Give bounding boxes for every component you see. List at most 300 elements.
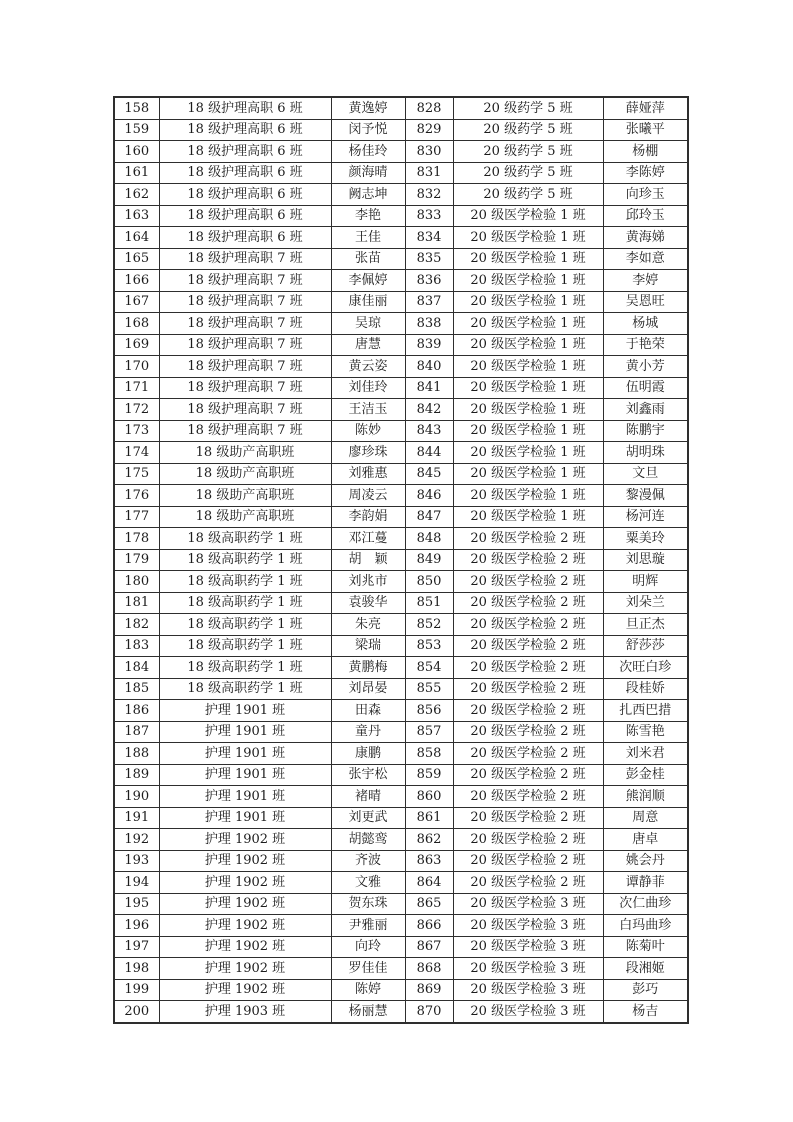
cell-name-left: 黄云姿 — [331, 356, 405, 378]
cell-name-left: 黄鹏梅 — [331, 657, 405, 679]
cell-class-right: 20 级医学检验 1 班 — [453, 463, 603, 485]
cell-name-right: 粟美玲 — [603, 528, 688, 550]
cell-seq-left: 188 — [114, 743, 159, 765]
cell-name-left: 刘佳玲 — [331, 377, 405, 399]
cell-class-left: 18 级护理高职 6 班 — [159, 162, 331, 184]
cell-class-left: 18 级高职药学 1 班 — [159, 592, 331, 614]
cell-name-right: 黎漫佩 — [603, 485, 688, 507]
cell-name-right: 张曦平 — [603, 119, 688, 141]
cell-seq-left: 178 — [114, 528, 159, 550]
cell-class-right: 20 级医学检验 1 班 — [453, 420, 603, 442]
cell-name-left: 尹雅丽 — [331, 915, 405, 937]
cell-name-left: 张宇松 — [331, 764, 405, 786]
cell-name-left: 田森 — [331, 700, 405, 722]
cell-name-left: 袁骏华 — [331, 592, 405, 614]
cell-class-right: 20 级医学检验 2 班 — [453, 764, 603, 786]
cell-name-right: 唐卓 — [603, 829, 688, 851]
table-row — [114, 979, 688, 1001]
cell-seq-right: 828 — [405, 97, 453, 119]
cell-class-left: 18 级护理高职 7 班 — [159, 291, 331, 313]
cell-seq-left: 168 — [114, 313, 159, 335]
cell-name-right: 熊润顺 — [603, 786, 688, 808]
cell-seq-left: 189 — [114, 764, 159, 786]
cell-seq-right: 868 — [405, 958, 453, 980]
cell-seq-right: 864 — [405, 872, 453, 894]
cell-name-right: 向珍玉 — [603, 184, 688, 206]
cell-name-right: 陈鹏宇 — [603, 420, 688, 442]
cell-name-left: 杨丽慧 — [331, 1001, 405, 1023]
cell-seq-right: 869 — [405, 979, 453, 1001]
table-row — [114, 807, 688, 829]
cell-name-left: 刘雅惠 — [331, 463, 405, 485]
table-row — [114, 592, 688, 614]
cell-seq-left: 195 — [114, 893, 159, 915]
cell-class-left: 18 级高职药学 1 班 — [159, 549, 331, 571]
cell-name-left: 刘昂晏 — [331, 678, 405, 700]
cell-name-left: 罗佳佳 — [331, 958, 405, 980]
cell-seq-left: 197 — [114, 936, 159, 958]
cell-seq-left: 183 — [114, 635, 159, 657]
cell-class-right: 20 级医学检验 2 班 — [453, 528, 603, 550]
cell-name-right: 陈雪艳 — [603, 721, 688, 743]
cell-seq-left: 167 — [114, 291, 159, 313]
cell-name-left: 胡 颖 — [331, 549, 405, 571]
cell-name-right: 伍明霞 — [603, 377, 688, 399]
cell-name-right: 段桂娇 — [603, 678, 688, 700]
cell-name-left: 张苗 — [331, 248, 405, 270]
cell-class-left: 18 级助产高职班 — [159, 506, 331, 528]
cell-name-left: 贺东珠 — [331, 893, 405, 915]
cell-class-left: 18 级高职药学 1 班 — [159, 528, 331, 550]
cell-class-right: 20 级医学检验 3 班 — [453, 936, 603, 958]
cell-seq-right: 857 — [405, 721, 453, 743]
table-row — [114, 420, 688, 442]
cell-name-right: 陈菊叶 — [603, 936, 688, 958]
cell-class-left: 18 级护理高职 6 班 — [159, 205, 331, 227]
cell-class-left: 18 级助产高职班 — [159, 485, 331, 507]
cell-class-left: 18 级护理高职 7 班 — [159, 313, 331, 335]
cell-class-right: 20 级医学检验 3 班 — [453, 958, 603, 980]
table-row — [114, 334, 688, 356]
cell-class-right: 20 级医学检验 2 班 — [453, 592, 603, 614]
cell-name-left: 文雅 — [331, 872, 405, 894]
cell-name-left: 吴琼 — [331, 313, 405, 335]
table-row — [114, 721, 688, 743]
cell-class-left: 18 级护理高职 7 班 — [159, 356, 331, 378]
cell-name-right: 黄小芳 — [603, 356, 688, 378]
cell-class-right: 20 级医学检验 1 班 — [453, 442, 603, 464]
cell-class-left: 18 级护理高职 7 班 — [159, 270, 331, 292]
cell-seq-left: 186 — [114, 700, 159, 722]
cell-name-left: 刘更武 — [331, 807, 405, 829]
cell-name-left: 胡懿鸾 — [331, 829, 405, 851]
cell-seq-left: 184 — [114, 657, 159, 679]
cell-class-left: 护理 1902 班 — [159, 872, 331, 894]
cell-seq-left: 173 — [114, 420, 159, 442]
cell-class-left: 18 级助产高职班 — [159, 442, 331, 464]
cell-class-right: 20 级医学检验 1 班 — [453, 313, 603, 335]
cell-name-right: 旦正杰 — [603, 614, 688, 636]
cell-class-right: 20 级医学检验 2 班 — [453, 872, 603, 894]
cell-seq-right: 863 — [405, 850, 453, 872]
table-row — [114, 893, 688, 915]
cell-seq-left: 190 — [114, 786, 159, 808]
cell-class-left: 护理 1901 班 — [159, 721, 331, 743]
cell-seq-right: 841 — [405, 377, 453, 399]
cell-class-right: 20 级医学检验 1 班 — [453, 506, 603, 528]
cell-seq-right: 834 — [405, 227, 453, 249]
cell-name-right: 段湘姬 — [603, 958, 688, 980]
table-row — [114, 678, 688, 700]
cell-class-left: 护理 1901 班 — [159, 807, 331, 829]
table-row — [114, 356, 688, 378]
cell-seq-right: 853 — [405, 635, 453, 657]
table-row — [114, 915, 688, 937]
cell-class-left: 护理 1902 班 — [159, 979, 331, 1001]
cell-class-right: 20 级医学检验 3 班 — [453, 1001, 603, 1023]
cell-seq-left: 191 — [114, 807, 159, 829]
cell-name-right: 舒莎莎 — [603, 635, 688, 657]
cell-name-left: 廖珍珠 — [331, 442, 405, 464]
cell-name-left: 唐慧 — [331, 334, 405, 356]
cell-class-right: 20 级医学检验 2 班 — [453, 786, 603, 808]
cell-class-left: 18 级护理高职 7 班 — [159, 420, 331, 442]
roster-table-body — [114, 97, 688, 1023]
cell-name-left: 刘兆市 — [331, 571, 405, 593]
cell-class-right: 20 级医学检验 2 班 — [453, 614, 603, 636]
table-row — [114, 829, 688, 851]
cell-class-right: 20 级医学检验 1 班 — [453, 356, 603, 378]
cell-seq-left: 175 — [114, 463, 159, 485]
cell-name-left: 周凌云 — [331, 485, 405, 507]
cell-name-right: 邱玲玉 — [603, 205, 688, 227]
cell-name-right: 彭巧 — [603, 979, 688, 1001]
cell-seq-left: 194 — [114, 872, 159, 894]
cell-name-left: 李佩婷 — [331, 270, 405, 292]
table-row — [114, 872, 688, 894]
table-row — [114, 743, 688, 765]
table-row — [114, 958, 688, 980]
cell-name-right: 杨棚 — [603, 141, 688, 163]
cell-class-right: 20 级医学检验 1 班 — [453, 270, 603, 292]
cell-name-left: 梁瑞 — [331, 635, 405, 657]
cell-seq-right: 832 — [405, 184, 453, 206]
cell-name-left: 陈婷 — [331, 979, 405, 1001]
table-row — [114, 227, 688, 249]
cell-class-left: 护理 1901 班 — [159, 743, 331, 765]
cell-seq-right: 858 — [405, 743, 453, 765]
cell-seq-left: 159 — [114, 119, 159, 141]
table-row — [114, 936, 688, 958]
table-row — [114, 270, 688, 292]
table-row — [114, 549, 688, 571]
table-row — [114, 162, 688, 184]
cell-class-left: 18 级高职药学 1 班 — [159, 614, 331, 636]
cell-class-left: 18 级高职药学 1 班 — [159, 635, 331, 657]
table-row — [114, 485, 688, 507]
cell-seq-right: 842 — [405, 399, 453, 421]
cell-class-right: 20 级医学检验 2 班 — [453, 571, 603, 593]
cell-seq-left: 200 — [114, 1001, 159, 1023]
cell-seq-right: 847 — [405, 506, 453, 528]
cell-class-right: 20 级医学检验 2 班 — [453, 721, 603, 743]
cell-seq-left: 174 — [114, 442, 159, 464]
cell-name-right: 姚会丹 — [603, 850, 688, 872]
cell-seq-left: 165 — [114, 248, 159, 270]
cell-class-right: 20 级医学检验 2 班 — [453, 829, 603, 851]
cell-seq-right: 866 — [405, 915, 453, 937]
cell-class-left: 18 级高职药学 1 班 — [159, 571, 331, 593]
cell-seq-right: 840 — [405, 356, 453, 378]
cell-class-right: 20 级药学 5 班 — [453, 184, 603, 206]
cell-seq-right: 829 — [405, 119, 453, 141]
cell-class-right: 20 级药学 5 班 — [453, 141, 603, 163]
cell-class-right: 20 级医学检验 1 班 — [453, 485, 603, 507]
table-row — [114, 205, 688, 227]
cell-class-right: 20 级医学检验 2 班 — [453, 635, 603, 657]
cell-name-right: 白玛曲珍 — [603, 915, 688, 937]
cell-name-right: 李如意 — [603, 248, 688, 270]
table-row — [114, 657, 688, 679]
cell-seq-right: 867 — [405, 936, 453, 958]
cell-name-right: 刘鑫雨 — [603, 399, 688, 421]
cell-seq-right: 854 — [405, 657, 453, 679]
table-row — [114, 786, 688, 808]
cell-class-right: 20 级医学检验 2 班 — [453, 678, 603, 700]
cell-seq-left: 163 — [114, 205, 159, 227]
cell-class-left: 护理 1902 班 — [159, 936, 331, 958]
cell-seq-left: 193 — [114, 850, 159, 872]
cell-seq-left: 177 — [114, 506, 159, 528]
cell-name-right: 刘米君 — [603, 743, 688, 765]
cell-seq-right: 849 — [405, 549, 453, 571]
cell-class-left: 18 级护理高职 6 班 — [159, 97, 331, 119]
cell-class-left: 18 级护理高职 6 班 — [159, 119, 331, 141]
cell-seq-right: 861 — [405, 807, 453, 829]
cell-seq-right: 843 — [405, 420, 453, 442]
cell-class-left: 护理 1902 班 — [159, 829, 331, 851]
cell-name-right: 彭金桂 — [603, 764, 688, 786]
table-row — [114, 506, 688, 528]
cell-name-right: 杨吉 — [603, 1001, 688, 1023]
cell-name-left: 朱亮 — [331, 614, 405, 636]
cell-class-left: 18 级高职药学 1 班 — [159, 657, 331, 679]
cell-name-left: 王洁玉 — [331, 399, 405, 421]
cell-class-right: 20 级医学检验 2 班 — [453, 549, 603, 571]
cell-name-left: 颜海晴 — [331, 162, 405, 184]
cell-class-left: 护理 1902 班 — [159, 893, 331, 915]
table-row — [114, 635, 688, 657]
cell-name-right: 李婷 — [603, 270, 688, 292]
cell-class-right: 20 级医学检验 3 班 — [453, 979, 603, 1001]
cell-name-right: 李陈婷 — [603, 162, 688, 184]
cell-seq-left: 196 — [114, 915, 159, 937]
table-row — [114, 700, 688, 722]
cell-name-left: 邓江蔓 — [331, 528, 405, 550]
cell-seq-right: 831 — [405, 162, 453, 184]
cell-class-left: 护理 1901 班 — [159, 786, 331, 808]
cell-class-right: 20 级药学 5 班 — [453, 119, 603, 141]
table-row — [114, 528, 688, 550]
cell-seq-right: 837 — [405, 291, 453, 313]
cell-name-right: 吴恩旺 — [603, 291, 688, 313]
cell-seq-right: 852 — [405, 614, 453, 636]
cell-class-right: 20 级医学检验 1 班 — [453, 334, 603, 356]
cell-seq-left: 182 — [114, 614, 159, 636]
cell-class-left: 护理 1901 班 — [159, 764, 331, 786]
cell-seq-left: 172 — [114, 399, 159, 421]
cell-name-right: 周意 — [603, 807, 688, 829]
table-row — [114, 119, 688, 141]
table-row — [114, 184, 688, 206]
cell-seq-left: 176 — [114, 485, 159, 507]
cell-name-left: 陈妙 — [331, 420, 405, 442]
cell-class-left: 护理 1902 班 — [159, 850, 331, 872]
cell-name-right: 刘朵兰 — [603, 592, 688, 614]
cell-class-right: 20 级医学检验 2 班 — [453, 700, 603, 722]
cell-seq-right: 860 — [405, 786, 453, 808]
cell-seq-left: 185 — [114, 678, 159, 700]
cell-name-right: 黄海娣 — [603, 227, 688, 249]
table-row — [114, 571, 688, 593]
table-row — [114, 377, 688, 399]
cell-class-left: 18 级护理高职 7 班 — [159, 248, 331, 270]
table-row — [114, 141, 688, 163]
cell-name-right: 次仁曲珍 — [603, 893, 688, 915]
cell-seq-right: 830 — [405, 141, 453, 163]
cell-name-left: 童丹 — [331, 721, 405, 743]
cell-name-left: 康鹏 — [331, 743, 405, 765]
cell-class-left: 18 级助产高职班 — [159, 463, 331, 485]
cell-seq-left: 192 — [114, 829, 159, 851]
table-row — [114, 1001, 688, 1023]
cell-seq-right: 855 — [405, 678, 453, 700]
cell-name-left: 阙志坤 — [331, 184, 405, 206]
cell-seq-right: 833 — [405, 205, 453, 227]
cell-class-right: 20 级医学检验 1 班 — [453, 377, 603, 399]
cell-seq-right: 865 — [405, 893, 453, 915]
cell-seq-right: 839 — [405, 334, 453, 356]
cell-class-left: 18 级高职药学 1 班 — [159, 678, 331, 700]
table-row — [114, 248, 688, 270]
cell-seq-right: 844 — [405, 442, 453, 464]
cell-seq-right: 859 — [405, 764, 453, 786]
cell-name-left: 黄逸婷 — [331, 97, 405, 119]
cell-name-right: 胡明珠 — [603, 442, 688, 464]
cell-name-left: 李艳 — [331, 205, 405, 227]
roster-table — [113, 96, 689, 1024]
cell-seq-left: 169 — [114, 334, 159, 356]
cell-class-left: 18 级护理高职 6 班 — [159, 227, 331, 249]
cell-class-left: 18 级护理高职 6 班 — [159, 184, 331, 206]
cell-name-right: 文旦 — [603, 463, 688, 485]
cell-class-left: 护理 1901 班 — [159, 700, 331, 722]
cell-seq-right: 848 — [405, 528, 453, 550]
cell-name-left: 齐波 — [331, 850, 405, 872]
cell-seq-left: 198 — [114, 958, 159, 980]
cell-class-right: 20 级医学检验 1 班 — [453, 291, 603, 313]
cell-seq-left: 181 — [114, 592, 159, 614]
cell-seq-left: 171 — [114, 377, 159, 399]
cell-seq-right: 862 — [405, 829, 453, 851]
cell-name-right: 明辉 — [603, 571, 688, 593]
cell-seq-left: 161 — [114, 162, 159, 184]
table-row — [114, 463, 688, 485]
cell-name-left: 王佳 — [331, 227, 405, 249]
cell-name-left: 向玲 — [331, 936, 405, 958]
table-row — [114, 291, 688, 313]
cell-seq-right: 850 — [405, 571, 453, 593]
cell-seq-left: 170 — [114, 356, 159, 378]
cell-seq-right: 836 — [405, 270, 453, 292]
cell-class-right: 20 级医学检验 2 班 — [453, 850, 603, 872]
cell-seq-left: 187 — [114, 721, 159, 743]
cell-name-left: 康佳丽 — [331, 291, 405, 313]
cell-seq-right: 846 — [405, 485, 453, 507]
cell-class-right: 20 级医学检验 1 班 — [453, 227, 603, 249]
cell-class-right: 20 级医学检验 2 班 — [453, 657, 603, 679]
cell-seq-left: 160 — [114, 141, 159, 163]
cell-class-left: 18 级护理高职 7 班 — [159, 399, 331, 421]
table-row — [114, 614, 688, 636]
cell-class-left: 护理 1902 班 — [159, 958, 331, 980]
cell-seq-left: 179 — [114, 549, 159, 571]
cell-class-left: 18 级护理高职 7 班 — [159, 377, 331, 399]
cell-name-left: 褚晴 — [331, 786, 405, 808]
table-row — [114, 850, 688, 872]
cell-name-right: 杨城 — [603, 313, 688, 335]
cell-name-right: 薛娅萍 — [603, 97, 688, 119]
cell-class-left: 护理 1903 班 — [159, 1001, 331, 1023]
cell-class-right: 20 级医学检验 2 班 — [453, 743, 603, 765]
cell-name-left: 闵予悦 — [331, 119, 405, 141]
cell-seq-left: 199 — [114, 979, 159, 1001]
table-row — [114, 399, 688, 421]
cell-name-right: 谭静菲 — [603, 872, 688, 894]
cell-name-right: 于艳荣 — [603, 334, 688, 356]
cell-class-left: 18 级护理高职 6 班 — [159, 141, 331, 163]
cell-seq-left: 164 — [114, 227, 159, 249]
cell-class-right: 20 级医学检验 3 班 — [453, 893, 603, 915]
table-row — [114, 313, 688, 335]
cell-seq-right: 851 — [405, 592, 453, 614]
cell-name-right: 次旺白珍 — [603, 657, 688, 679]
cell-class-right: 20 级医学检验 3 班 — [453, 915, 603, 937]
cell-class-right: 20 级药学 5 班 — [453, 162, 603, 184]
cell-class-right: 20 级医学检验 1 班 — [453, 399, 603, 421]
cell-name-left: 杨佳玲 — [331, 141, 405, 163]
cell-seq-left: 158 — [114, 97, 159, 119]
cell-name-left: 李韵娟 — [331, 506, 405, 528]
cell-class-left: 18 级护理高职 7 班 — [159, 334, 331, 356]
cell-name-right: 扎西巴措 — [603, 700, 688, 722]
cell-name-right: 刘思璇 — [603, 549, 688, 571]
cell-seq-right: 835 — [405, 248, 453, 270]
cell-seq-right: 870 — [405, 1001, 453, 1023]
table-row — [114, 442, 688, 464]
cell-seq-left: 166 — [114, 270, 159, 292]
cell-seq-left: 162 — [114, 184, 159, 206]
cell-class-right: 20 级医学检验 1 班 — [453, 205, 603, 227]
cell-class-right: 20 级医学检验 2 班 — [453, 807, 603, 829]
table-row — [114, 764, 688, 786]
cell-class-left: 护理 1902 班 — [159, 915, 331, 937]
cell-name-right: 杨河连 — [603, 506, 688, 528]
cell-class-right: 20 级医学检验 1 班 — [453, 248, 603, 270]
cell-seq-right: 856 — [405, 700, 453, 722]
table-row — [114, 97, 688, 119]
cell-class-right: 20 级药学 5 班 — [453, 97, 603, 119]
